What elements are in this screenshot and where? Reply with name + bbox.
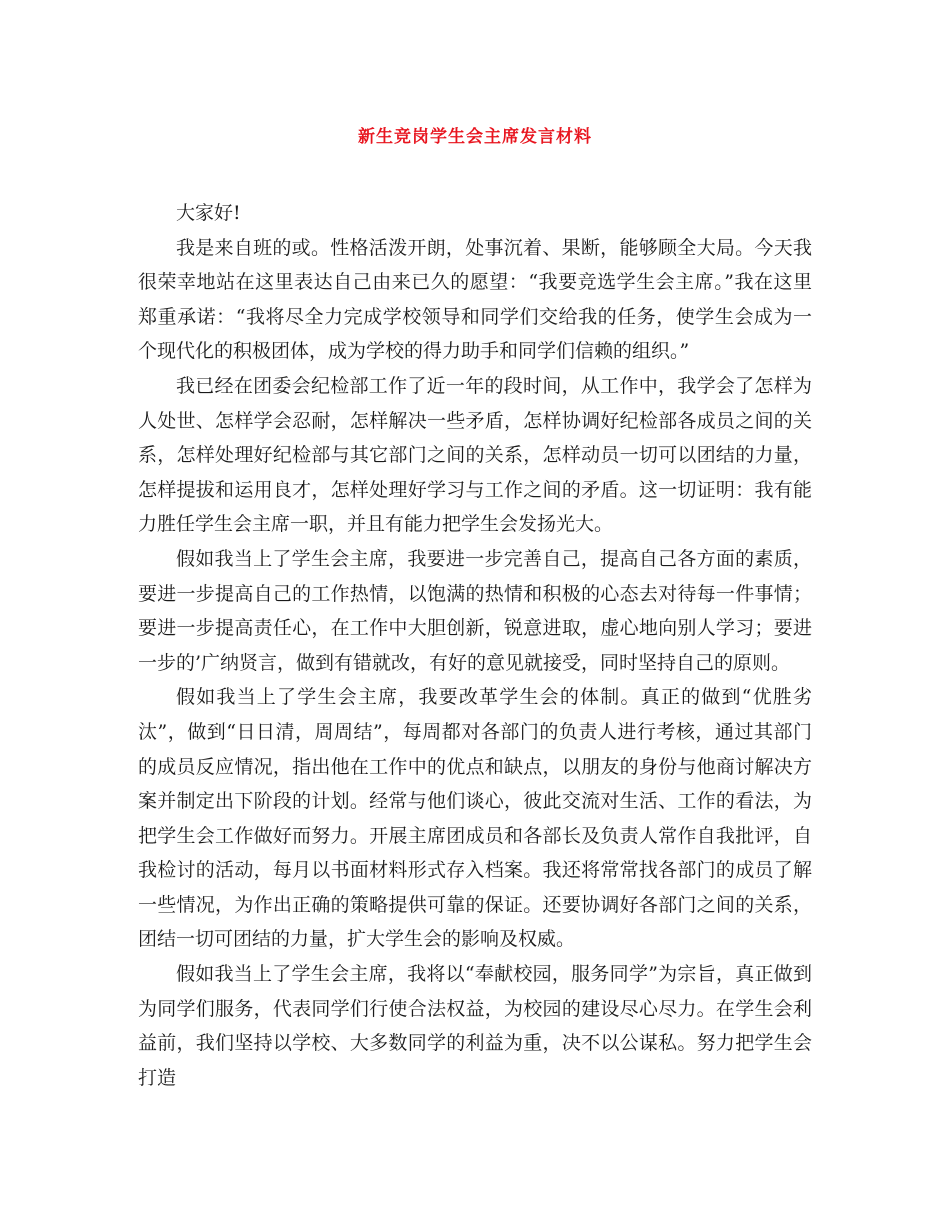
paragraph-self-improvement: 假如我当上了学生会主席，我要进一步完善自己，提高自己各方面的素质，要进一步提高自己的工作热情，以饱满的热情和积极的心态去对待每一件事情；要进一步提高责任心，在工作中大胆创新，锐意进取，虚心地向别人学习；要进一步的’广纳贤言，做到有错就改，有好的意见就接受，同时坚持自己的原则。 — [138, 547, 812, 674]
paragraph-introduction: 我是来自班的或。性格活泼开朗，处事沉着、果断，能够顾全大局。今天我很荣幸地站在这里表达自己由来已久的愿望：“我要竞选学生会主席。”我在这里郑重承诺：“我将尽全力完成学校领导和同学们交给我的任务，使学生会成为一个现代化的积极团体，成为学校的得力助手和同学们信赖的组织。” — [138, 236, 812, 363]
paragraph-reform: 假如我当上了学生会主席，我要改革学生会的体制。真正的做到“优胜劣汰”，做到“日日清，周周结”，每周都对各部门的负责人进行考核，通过其部门的成员反应情况，指出他在工作中的优点和缺点，以朋友的身份与他商讨解决方案并制定出下阶段的计划。经常与他们谈心，彼此交流对生活、工作的看法，为把学生会工作做好而努力。开展主席团成员和各部长及负责人常作自我批评，自我检讨的活动，每月以书面材料形式存入档案。我还将常常找各部门的成员了解一些情况，为作出正确的策略提供可靠的保证。还要协调好各部门之间的关系，团结一切可团结的力量，扩大学生会的影响及权威。 — [138, 686, 812, 951]
paragraph-experience: 我已经在团委会纪检部工作了近一年的段时间，从工作中，我学会了怎样为人处世、怎样学会忍耐，怎样解决一些矛盾，怎样协调好纪检部各成员之间的关系，怎样处理好纪检部与其它部门之间的关系，怎样动员一切可以团结的力量，怎样提拔和运用良才，怎样处理好学习与工作之间的矛盾。这一切证明：我有能力胜任学生会主席一职，并且有能力把学生会发扬光大。 — [138, 374, 812, 536]
paragraph-service: 假如我当上了学生会主席，我将以“奉献校园，服务同学”为宗旨，真正做到为同学们服务，代表同学们行使合法权益，为校园的建设尽心尽力。在学生会利益前，我们坚持以学校、大多数同学的利益为重，决不以公谋私。努力把学生会打造 — [138, 963, 812, 1089]
document-title: 新生竞岗学生会主席发言材料 — [358, 127, 592, 147]
paragraph-greeting: 大家好! — [176, 202, 241, 224]
document-body — [138, 196, 812, 1095]
